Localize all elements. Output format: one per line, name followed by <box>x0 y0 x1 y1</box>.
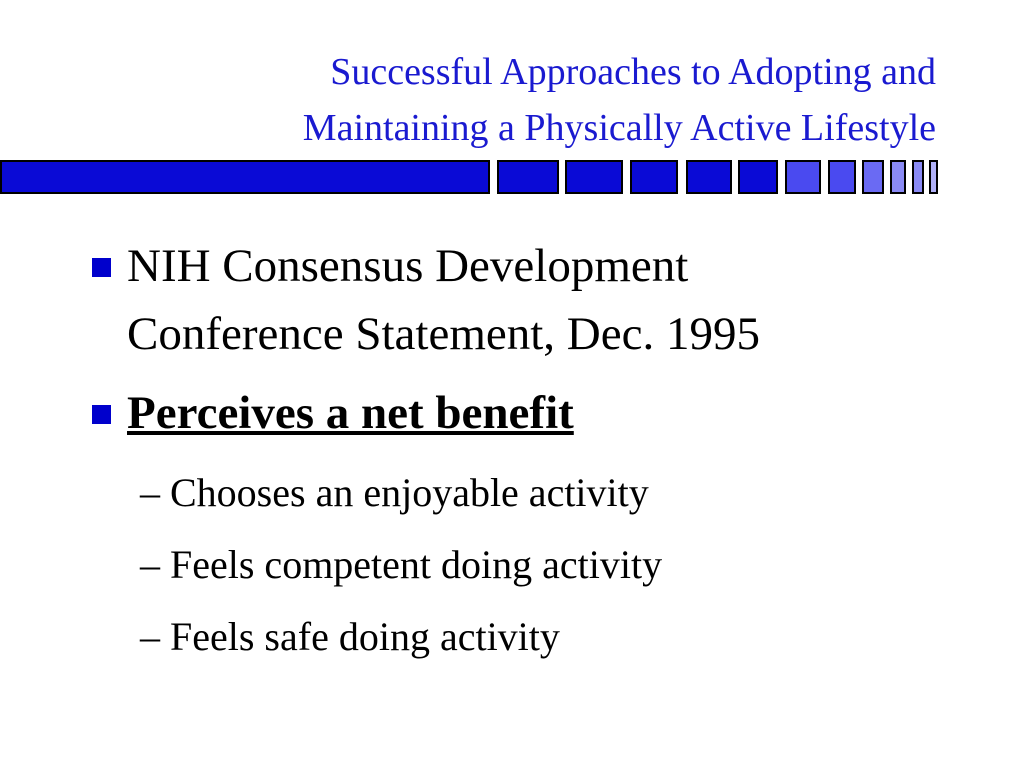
dash-marker: – <box>140 470 160 515</box>
title-line-2: Maintaining a Physically Active Lifestyle <box>302 107 936 149</box>
bullet-1-line-2: Conference Statement, Dec. 1995 <box>127 308 760 360</box>
title-line-1: Successful Approaches to Adopting and <box>330 51 936 93</box>
bullet-square-icon <box>92 258 111 277</box>
bullet-2: Perceives a net benefit <box>127 387 574 439</box>
sub-bullet-1: Chooses an enjoyable activity <box>170 470 649 515</box>
bullet-1-line-1: NIH Consensus Development <box>127 240 689 292</box>
dash-marker: – <box>140 542 160 587</box>
sub-bullet-2: Feels competent doing activity <box>170 542 663 587</box>
sub-bullet-3: Feels safe doing activity <box>170 614 560 659</box>
bullet-square-icon <box>92 405 111 424</box>
dash-marker: – <box>140 614 160 659</box>
